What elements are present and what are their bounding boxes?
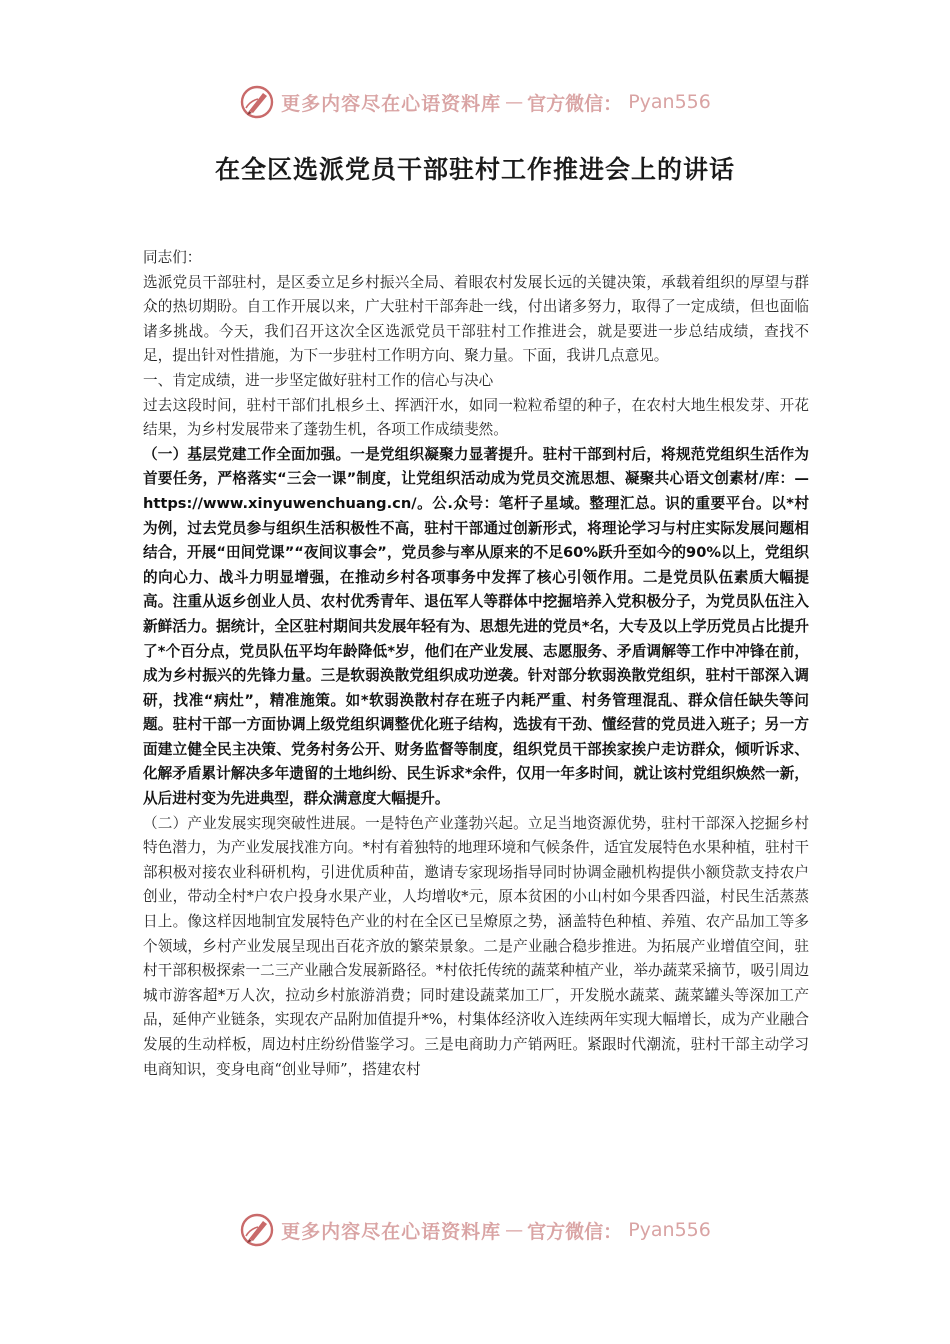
watermark-text: 更多内容尽在心语资料库 xyxy=(281,92,502,115)
watermark-text: 更多内容尽在心语资料库 xyxy=(281,1220,502,1243)
watermark-separator: — xyxy=(505,1219,524,1241)
pen-logo-icon xyxy=(239,84,275,120)
paragraph-industry-development: （二）产业发展实现突破性进展。一是特色产业蓬勃兴起。立足当地资源优势，驻村干部深入挖掘乡村特色潜力，为产业发展找准方向。*村有着独特的地理环境和气候条件，适宜发展特色水果种植，驻村干部积极对接农业科研机构，引进优质种苗，邀请专家现场指导同时协调金融机构提供小额贷款支持农户创业，带动全村*户农户投身水果产业，人均增收*元，原本贫困的小山村如今果香四溢，村民生活蒸蒸日上。像这样因地制宜发展特色产业的村在全区已呈燎原之势，涵盖特色种植、养殖、农产品加工等多个领域，乡村产业发展呈现出百花齐放的繁荣景象。二是产业融合稳步推进。为拓展产业增值空间，驻村干部积极探索一二三产业融合发展新路径。*村依托传统的蔬菜种植产业，举办蔬菜采摘节，吸引周边城市游客超*万人次，拉动乡村旅游消费；同时建设蔬菜加工厂，开发脱水蔬菜、蔬菜罐头等深加工产品，延伸产业链条，实现农产品附加值提升*%，村集体经济收入连续两年实现大幅增长，成为产业融合发展的生动样板，周边村庄纷纷借鉴学习。三是电商助力产销两旺。紧跟时代潮流，驻村干部主动学习电商知识，变身电商“创业导师”，搭建农村 xyxy=(143,814,809,1078)
pen-logo-icon xyxy=(239,1212,275,1248)
watermark-wechat-id: Pyan556 xyxy=(628,1219,711,1241)
section-heading-1: 一、肯定成绩，进一步坚定做好驻村工作的信心与决心 xyxy=(143,371,494,389)
watermark-wechat-label: 官方微信： xyxy=(527,92,623,115)
watermark-banner-bottom xyxy=(0,1208,950,1252)
paragraph-party-building: （一）基层党建工作全面加强。一是党组织凝聚力显著提升。驻村干部到村后，将规范党组织生活作为首要任务，严格落实“三会一课”制度，让党组织活动成为党员交流思想、凝聚共心语文创素材/库：—https://www.xinyuwenchuang.cn/。公.众号：笔杆子星域。整理汇总。识的重要平台。以*村为例，过去党员参与组织生活积极性不高，驻村干部通过创新形式，将理论学习与村庄实际发展问题相结合，开展“田间党课”“夜间议事会”，党员参与率从原来的不足60%跃升至如今的90%以上，党组织的向心力、战斗力明显增强，在推动乡村各项事务中发挥了核心引领作用。二是党员队伍素质大幅提高。注重从返乡创业人员、农村优秀青年、退伍军人等群体中挖掘培养入党积极分子，为党员队伍注入新鲜活力。据统计，全区驻村期间共发展年轻有为、思想先进的党员*名，大专及以上学历党员占比提升了*个百分点，党员队伍平均年龄降低*岁，他们在产业发展、志愿服务、矛盾调解等工作中冲锋在前，成为乡村振兴的先锋力量。三是软弱涣散党组织成功逆袭。针对部分软弱涣散党组织，驻村干部深入调研，找准“病灶”，精准施策。如*软弱涣散村存在班子内耗严重、村务管理混乱、群众信任缺失等问题。驻村干部一方面协调上级党组织调整优化班子结构，选拔有干劲、懂经营的党员进入班子；另一方面建立健全民主决策、党务村务公开、财务监督等制度，组织党员干部挨家挨户走访群众，倾听诉求、化解矛盾累计解决多年遗留的土地纠纷、民生诉求*余件，仅用一年多时间，就让该村党组织焕然一新，从后进村变为先进典型，群众满意度大幅提升。 xyxy=(143,445,809,808)
document-title: 在全区选派党员干部驻村工作推进会上的讲话 xyxy=(214,155,735,184)
watermark-wechat-label: 官方微信： xyxy=(527,1220,623,1243)
paragraph-intro: 选派党员干部驻村，是区委立足乡村振兴全局、着眼农村发展长远的关键决策，承载着组织的厚望与群众的热切期盼。自工作开展以来，广大驻村干部奔赴一线，付出诸多努力，取得了一定成绩，但也面临诸多挑战。今天，我们召开这次全区选派党员干部驻村工作推进会，就是要进一步总结成绩，查找不足，提出针对性措施，为下一步驻村工作明方向、聚力量。下面，我讲几点意见。 xyxy=(143,273,809,365)
watermark-separator: — xyxy=(505,91,524,113)
paragraph-section-1-intro: 过去这段时间，驻村干部们扎根乡土、挥洒汗水，如同一粒粒希望的种子，在农村大地生根发芽、开花结果，为乡村发展带来了蓬勃生机，各项工作成绩斐然。 xyxy=(143,396,809,439)
watermark-banner-top xyxy=(0,80,950,124)
watermark-wechat-id: Pyan556 xyxy=(628,91,711,113)
document-body xyxy=(143,246,809,1082)
salutation: 同志们： xyxy=(143,249,202,266)
